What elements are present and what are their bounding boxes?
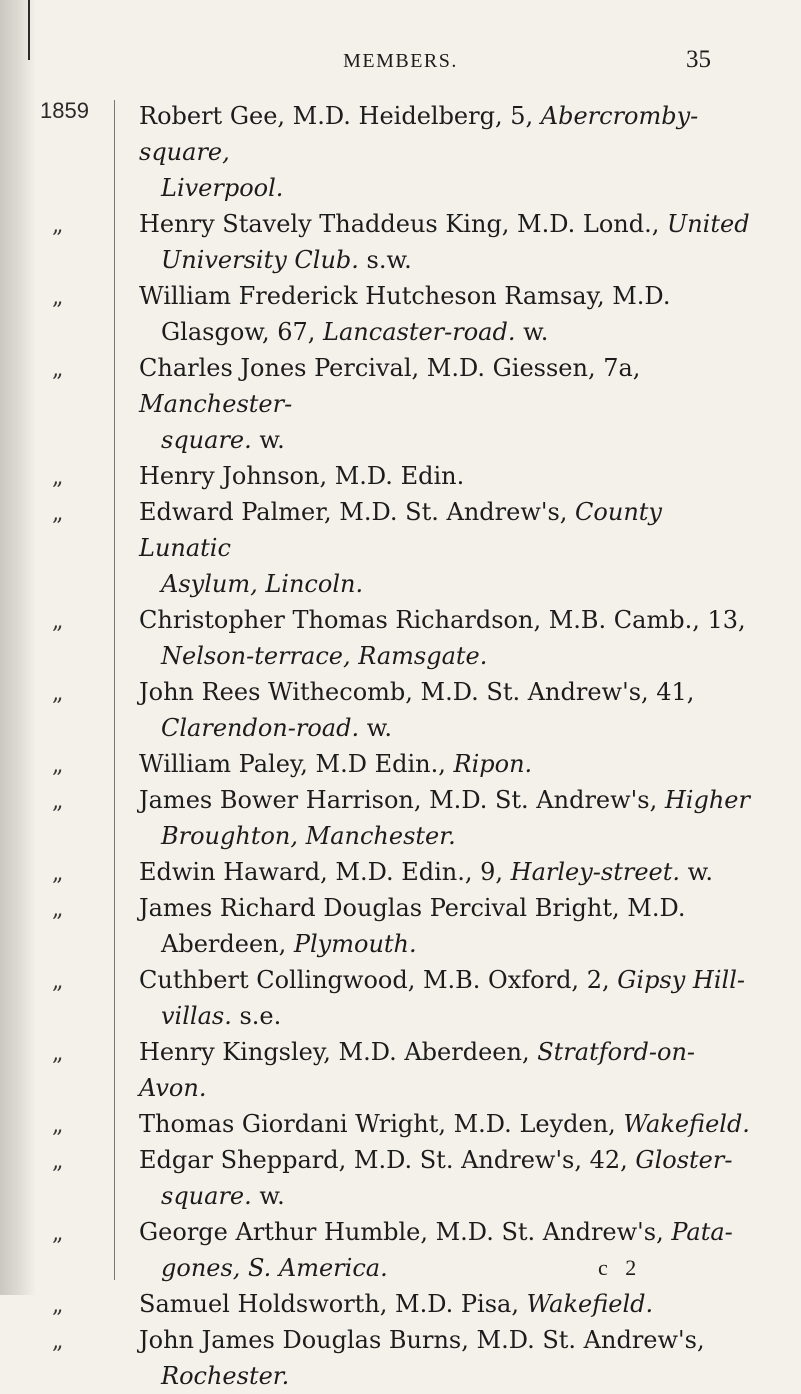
page-header <box>0 44 801 84</box>
ditto-mark: „ <box>52 861 64 886</box>
ditto-mark: „ <box>52 1293 64 1318</box>
ditto-mark: „ <box>52 609 64 634</box>
ditto-mark: „ <box>52 357 64 382</box>
ditto-mark: „ <box>52 789 64 814</box>
list-item: „ Edgar Sheppard, M.D. St. Andrew's, 42, Gloster- square. w. <box>52 1146 733 1210</box>
ditto-mark: „ <box>52 753 64 778</box>
list-item: Robert Gee, M.D. Heidelberg, 5, Abercromby-square, Liverpool. <box>139 102 699 202</box>
list-item: „ William Frederick Hutcheson Ramsay, M.D. Glasgow, 67, Lancaster-road. w. <box>52 282 671 346</box>
list-item: „ Samuel Holdsworth, M.D. Pisa, Wakefield. <box>0 1286 801 1322</box>
ditto-mark: „ <box>52 213 64 238</box>
ditto-mark: „ <box>52 1329 64 1354</box>
ditto-mark: „ <box>52 1149 64 1174</box>
list-item: „ James Richard Douglas Percival Bright, M.D. Aberdeen, Plymouth. <box>52 894 686 958</box>
ditto-mark: „ <box>52 501 64 526</box>
list-item: „ Thomas Giordani Wright, M.D. Leyden, Wakefield. <box>0 1106 801 1142</box>
year-label: 1859 <box>40 98 89 123</box>
ditto-mark: „ <box>52 681 64 706</box>
ditto-mark: „ <box>52 1221 64 1246</box>
list-item: „ George Arthur Humble, M.D. St. Andrew's, Pata- gones, S. America. <box>52 1218 733 1282</box>
running-head: MEMBERS. <box>343 50 458 72</box>
list-item: „ Christopher Thomas Richardson, M.B. Camb., 13, Nelson-terrace, Ramsgate. <box>52 606 746 670</box>
ditto-mark: „ <box>52 897 64 922</box>
ditto-mark: „ <box>52 1113 64 1138</box>
ditto-mark: „ <box>52 285 64 310</box>
list-item: „ John James Douglas Burns, M.D. St. Andrew's, Rochester. <box>52 1326 705 1390</box>
list-item: „ John Rees Withecomb, M.D. St. Andrew's, 41, Clarendon-road. w. <box>52 678 695 742</box>
ditto-mark: „ <box>52 1041 64 1066</box>
list-item: „ Charles Jones Percival, M.D. Giessen, 7a, Manchester- square. w. <box>52 354 641 454</box>
list-item: „ Henry Stavely Thaddeus King, M.D. Lond., United University Club. s.w. <box>52 210 750 274</box>
page-number: 35 <box>686 46 711 73</box>
member-list <box>0 98 801 1394</box>
list-item: „ Henry Kingsley, M.D. Aberdeen, Stratford-on-Avon. <box>52 1038 696 1102</box>
list-item: „ William Paley, M.D Edin., Ripon. <box>0 746 801 782</box>
list-item: „ Cuthbert Collingwood, M.B. Oxford, 2, Gipsy Hill- villas. s.e. <box>52 966 745 1030</box>
ditto-mark: „ <box>52 465 64 490</box>
list-item: „ Edward Palmer, M.D. St. Andrew's, County Lunatic Asylum, Lincoln. <box>52 498 662 598</box>
signature-mark: c 2 <box>598 1255 643 1280</box>
list-item: „ Henry Johnson, M.D. Edin. <box>0 458 801 494</box>
list-item: „ Edwin Haward, M.D. Edin., 9, Harley-street. w. <box>0 854 801 890</box>
ditto-mark: „ <box>52 969 64 994</box>
list-item: „ James Bower Harrison, M.D. St. Andrew's, Higher Broughton, Manchester. <box>52 786 750 850</box>
